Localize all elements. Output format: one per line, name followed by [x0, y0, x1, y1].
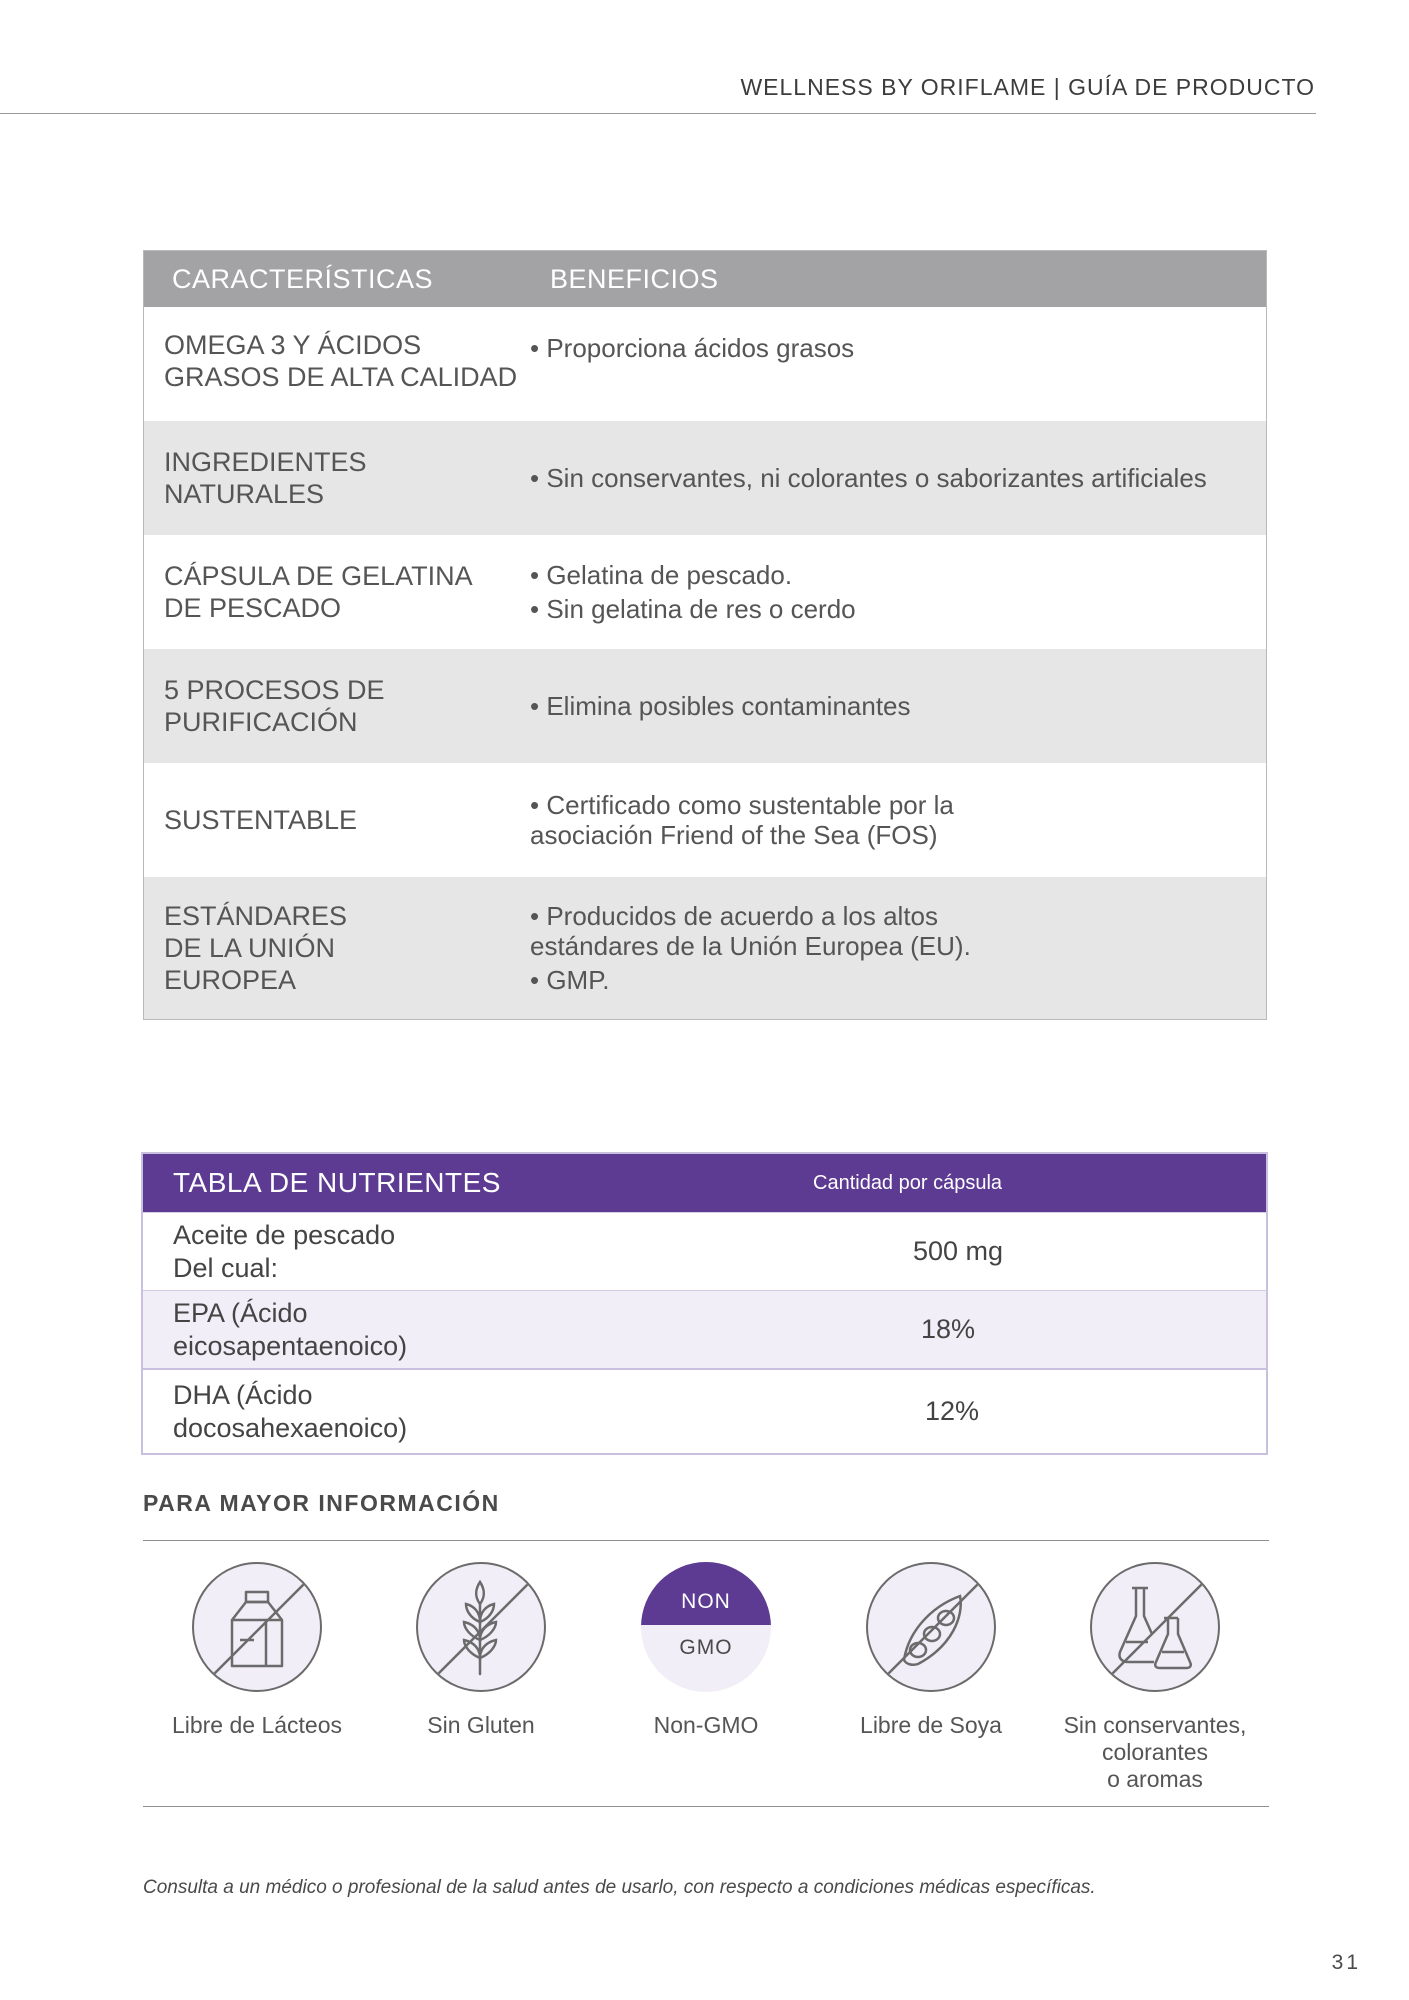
nutrient-amount: 500 mg: [913, 1236, 1004, 1266]
feature-cell: SUSTENTABLE: [164, 805, 358, 835]
info-divider-top: [143, 1540, 1269, 1541]
table-row: [144, 649, 1266, 763]
benefit-cell: • Elimina posibles contaminantes: [530, 691, 911, 721]
badge-non-gmo: [594, 1562, 818, 1739]
non-gmo-icon: [641, 1562, 771, 1692]
badge-label: Libre de Soya: [860, 1712, 1002, 1738]
badge-label: Sin Gluten: [427, 1712, 535, 1738]
header-title: WELLNESS BY ORIFLAME | GUÍA DE PRODUCTO: [740, 74, 1315, 100]
table-row: [143, 1212, 1266, 1290]
table-row: [144, 421, 1266, 535]
table-row: [144, 307, 1266, 421]
info-heading: PARA MAYOR INFORMACIÓN: [143, 1490, 500, 1516]
badge-label: Libre de Lácteos: [171, 1712, 343, 1738]
benefit-cell: • Certificado como sustentable por la asociación Friend of the Sea (FOS): [530, 790, 954, 850]
table-row: [144, 877, 1266, 1019]
nutrient-name: EPA (Ácido eicosapentaenoico): [173, 1297, 408, 1361]
table-row: [144, 763, 1266, 877]
soy-crossed-icon: [866, 1562, 996, 1692]
feature-cell: OMEGA 3 Y ÁCIDOS GRASOS DE ALTA CALIDAD: [164, 330, 518, 392]
non-gmo-bottom-text: GMO: [679, 1636, 733, 1659]
nutrients-column-label: Cantidad por cápsula: [813, 1171, 1003, 1194]
features-header-caracteristicas: CARACTERÍSTICAS: [172, 263, 434, 294]
badge-row: [143, 1562, 1269, 1802]
nutrient-name: DHA (Ácido docosahexaenoico): [173, 1379, 408, 1443]
badge-libre-soya: [819, 1562, 1043, 1739]
disclaimer: Consulta a un médico o profesional de la salud antes de usarlo, con respecto a condiciones médicas específicas.: [143, 1877, 1096, 1898]
table-row: [143, 1290, 1266, 1368]
nutrient-amount: 18%: [921, 1314, 976, 1344]
features-header-beneficios: BENEFICIOS: [550, 263, 719, 294]
feature-cell: INGREDIENTES NATURALES: [164, 447, 367, 509]
badge-libre-lacteos: [145, 1562, 369, 1739]
nutrients-title: TABLA DE NUTRIENTES: [173, 1167, 501, 1198]
info-divider-bottom: [143, 1806, 1269, 1807]
feature-cell: 5 PROCESOS DE PURIFICACIÓN: [164, 675, 385, 737]
badge-label: Non-GMO: [653, 1712, 759, 1738]
badge-sin-conservantes: [1043, 1562, 1267, 1793]
benefit-cell: • Proporciona ácidos grasos: [530, 333, 855, 363]
non-gmo-top-text: NON: [641, 1562, 771, 1625]
benefit-cell: • Gelatina de pescado. • Sin gelatina de res o cerdo: [530, 560, 856, 624]
table-row: [144, 535, 1266, 649]
nutrients-table: [141, 1152, 1268, 1455]
benefit-cell: • Sin conservantes, ni colorantes o saborizantes artificiales: [530, 463, 1207, 493]
feature-cell: ESTÁNDARES DE LA UNIÓN EUROPEA: [164, 901, 348, 995]
nutrients-table-header: [143, 1154, 1266, 1212]
milk-carton-crossed-icon: [192, 1562, 322, 1692]
feature-cell: CÁPSULA DE GELATINA DE PESCADO: [164, 561, 473, 623]
features-table-header: [144, 251, 1266, 307]
nutrient-amount: 12%: [925, 1396, 980, 1426]
nutrient-name: Aceite de pescado Del cual:: [173, 1219, 396, 1283]
page-number: 31: [1331, 1951, 1361, 1974]
table-row: [143, 1368, 1266, 1453]
features-table: [143, 250, 1267, 1020]
benefit-cell: • Producidos de acuerdo a los altos estándares de la Unión Europea (EU). • GMP.: [530, 901, 971, 995]
flask-crossed-icon: [1090, 1562, 1220, 1692]
badge-label: Sin conservantes, colorantes o aromas: [1063, 1712, 1247, 1792]
wheat-crossed-icon: [416, 1562, 546, 1692]
header-divider: [0, 113, 1316, 114]
badge-sin-gluten: [369, 1562, 593, 1739]
